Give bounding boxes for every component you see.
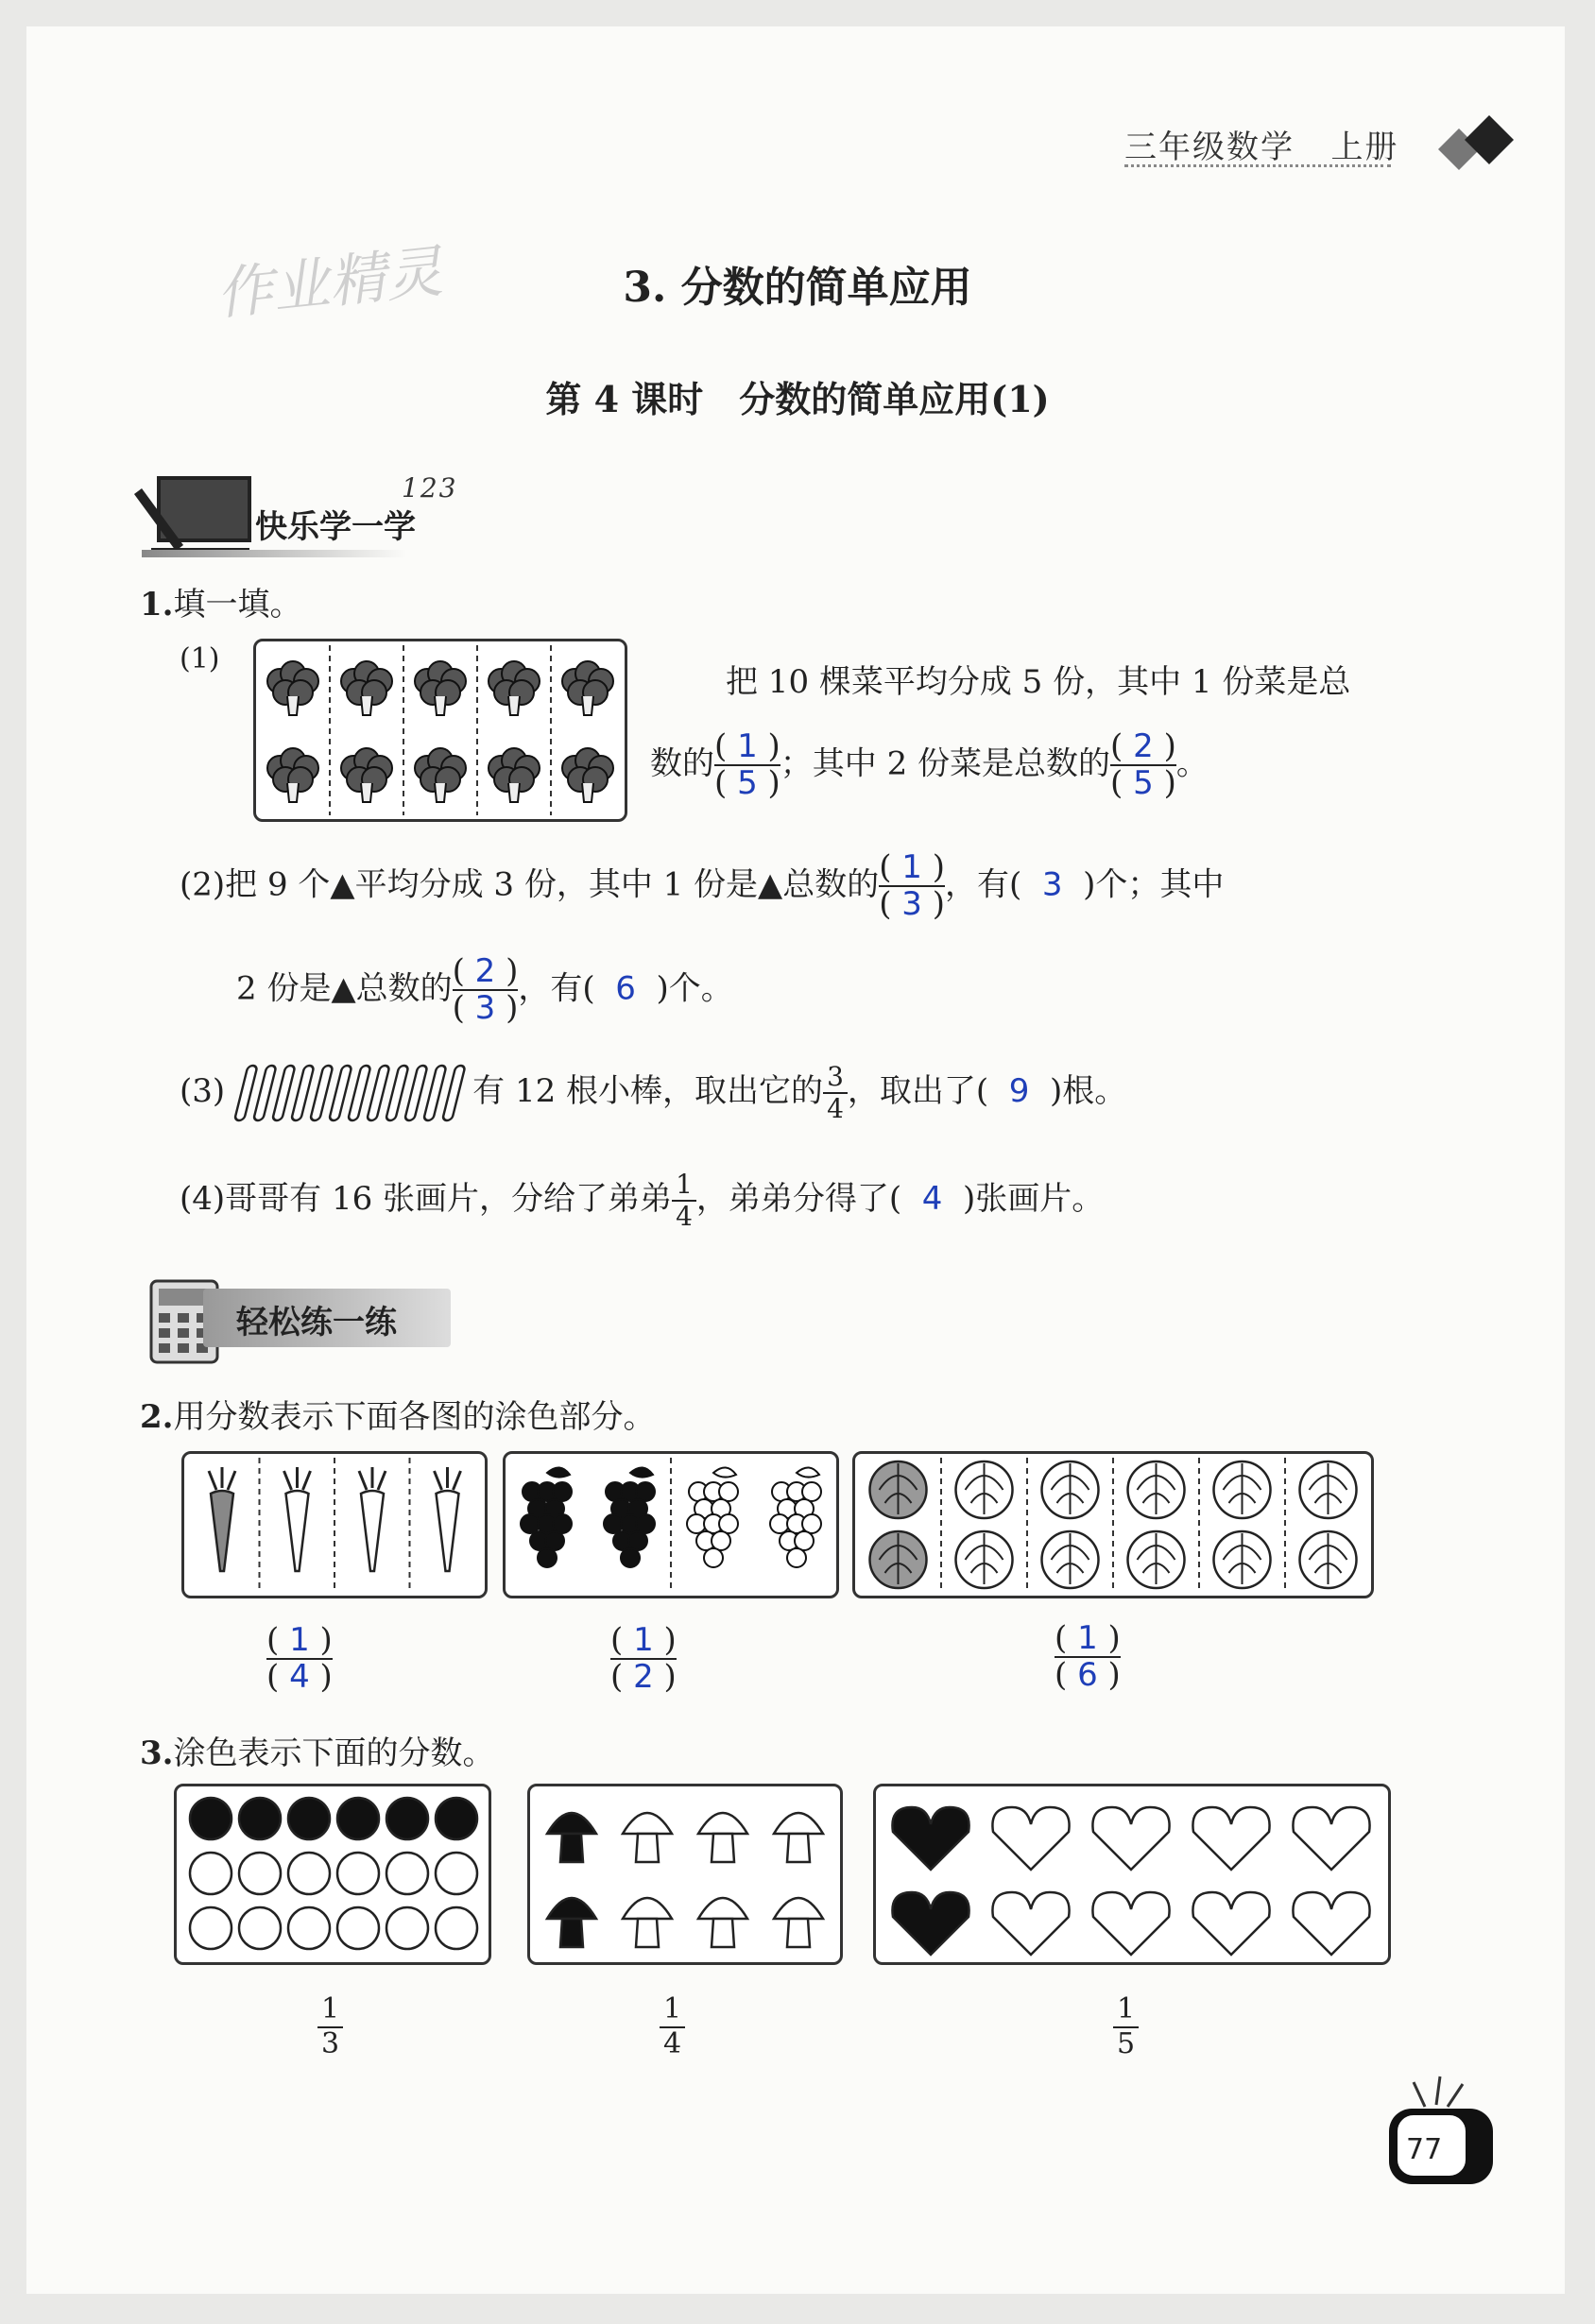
mushroom-icon bbox=[774, 1898, 823, 1947]
broccoli-icon bbox=[415, 661, 466, 715]
stick bbox=[386, 1066, 408, 1120]
section2-label: 轻松练一练 bbox=[236, 1304, 397, 1341]
cabbage-box bbox=[852, 1451, 1374, 1598]
heart-icon bbox=[892, 1807, 969, 1870]
circle-shape bbox=[386, 1798, 428, 1839]
q1-p4-frac-den: 4 bbox=[672, 1200, 696, 1232]
circle-shape bbox=[239, 1853, 281, 1894]
broccoli-icon bbox=[267, 661, 318, 715]
circle-shape bbox=[190, 1907, 232, 1949]
q3-frac2-num: 1 bbox=[663, 1992, 682, 2025]
q3-heading-text: 涂色表示下面的分数。 bbox=[173, 1734, 495, 1772]
q1-p4-text-c: )张画片。 bbox=[963, 1180, 1105, 1219]
lesson-subtitle: 第 4 课时 分数的简单应用(1) bbox=[545, 378, 1050, 420]
cabbage-icon bbox=[956, 1461, 1013, 1518]
circle-shape bbox=[386, 1907, 428, 1949]
tv-icon bbox=[1368, 2069, 1510, 2192]
cabbage-icon bbox=[1042, 1531, 1099, 1588]
stick bbox=[310, 1066, 333, 1120]
mushroom-icon bbox=[698, 1898, 747, 1947]
broccoli-box bbox=[253, 639, 627, 822]
stick bbox=[234, 1066, 257, 1120]
q2-ans3-num: 1 bbox=[1077, 1619, 1098, 1657]
heart-icon bbox=[992, 1807, 1069, 1870]
stick bbox=[348, 1066, 370, 1120]
q1-p4-fraction bbox=[672, 1170, 696, 1232]
q1-p3-fraction bbox=[823, 1062, 848, 1124]
cabbage-icon bbox=[1042, 1461, 1099, 1518]
mushroom-grid bbox=[530, 1786, 840, 1962]
book-title: 三年级数学 bbox=[1124, 128, 1295, 166]
book-header bbox=[1124, 121, 1398, 167]
broccoli-icon bbox=[341, 748, 392, 802]
q1-p3-text-c: )根。 bbox=[1050, 1072, 1127, 1110]
section1-label: 快乐学一学 bbox=[255, 508, 416, 546]
q3-frac1-den: 3 bbox=[317, 2026, 343, 2061]
q3-frac2-den: 4 bbox=[660, 2026, 685, 2061]
q1-p3-ans: 9 bbox=[1008, 1072, 1030, 1110]
q3-heading bbox=[140, 1727, 495, 1773]
circle-shape bbox=[337, 1798, 379, 1839]
circle-shape bbox=[190, 1798, 232, 1839]
q1-p1-ans2-num: 2 bbox=[1133, 727, 1154, 765]
circle-shape bbox=[436, 1907, 477, 1949]
broccoli-grid bbox=[256, 641, 625, 819]
q3-fraction-2 bbox=[660, 1993, 685, 2060]
q1-p3-frac-num: 3 bbox=[827, 1060, 844, 1092]
heart-icon bbox=[992, 1892, 1069, 1955]
circles-box bbox=[174, 1784, 491, 1965]
stick bbox=[404, 1066, 427, 1120]
circle-shape bbox=[288, 1798, 330, 1839]
q1-p4-ans: 4 bbox=[921, 1180, 943, 1219]
circle-shape bbox=[190, 1853, 232, 1894]
circle-shape bbox=[337, 1853, 379, 1894]
mushroom-icon bbox=[547, 1898, 596, 1947]
q1-p2-line1 bbox=[180, 850, 1224, 923]
q1-p4-text-a: 哥哥有 16 张画片，分给了弟弟 bbox=[225, 1180, 673, 1219]
heart-icon bbox=[1092, 1807, 1169, 1870]
mushroom-icon bbox=[623, 1813, 672, 1862]
heart-grid bbox=[876, 1786, 1388, 1962]
mushroom-box bbox=[527, 1784, 843, 1965]
q1-p2-line2 bbox=[236, 954, 733, 1027]
radish-icon bbox=[284, 1467, 311, 1571]
heart-icon bbox=[1092, 1892, 1169, 1955]
circle-shape bbox=[436, 1853, 477, 1894]
q1-p4-index: (4) bbox=[180, 1180, 226, 1219]
circle-shape bbox=[239, 1798, 281, 1839]
stick bbox=[272, 1066, 295, 1120]
q3-frac1-num: 1 bbox=[321, 1992, 340, 2025]
circle-shape bbox=[337, 1907, 379, 1949]
q1-p2-ans1-num: 1 bbox=[901, 848, 922, 886]
radish-icon bbox=[209, 1467, 235, 1571]
q1-p1-index: (1) bbox=[180, 642, 220, 675]
broccoli-icon bbox=[489, 748, 540, 802]
heart-icon bbox=[1293, 1807, 1369, 1870]
q2-answer-3: $\frac{( 1 )}{( 6 )}$ bbox=[1055, 1619, 1121, 1695]
q1-p1-line2-end: 。 bbox=[1175, 744, 1209, 783]
q2-number: 2. bbox=[140, 1398, 174, 1436]
q1-heading bbox=[140, 578, 302, 624]
q3-frac3-den: 5 bbox=[1113, 2026, 1139, 2061]
section1-deco-numbers: 123 bbox=[402, 472, 458, 504]
q2-ans3-den: 6 bbox=[1077, 1656, 1098, 1695]
q1-p1-ans2-den: 5 bbox=[1133, 764, 1154, 803]
q1-p1-line2 bbox=[650, 729, 1209, 802]
cabbage-icon bbox=[870, 1531, 927, 1588]
q1-p2-index: (2) bbox=[180, 865, 226, 904]
radish-grid bbox=[184, 1454, 485, 1596]
book-volume: 上册 bbox=[1330, 128, 1399, 166]
section1-rule bbox=[142, 550, 406, 557]
sticks-icon bbox=[225, 1060, 472, 1126]
q1-p1-answer1: $\frac{( 1 )}{( 5 )}$ bbox=[714, 727, 780, 803]
cabbage-grid bbox=[855, 1454, 1371, 1596]
q1-heading-text: 填一填。 bbox=[173, 586, 302, 624]
radish-icon bbox=[435, 1467, 461, 1571]
cabbage-icon bbox=[870, 1461, 927, 1518]
stick bbox=[423, 1066, 446, 1120]
broccoli-icon bbox=[415, 748, 466, 802]
q3-fraction-3 bbox=[1113, 1993, 1139, 2060]
mushroom-icon bbox=[547, 1813, 596, 1862]
q1-p3-line bbox=[180, 1060, 1126, 1126]
heart-icon bbox=[892, 1892, 969, 1955]
stick bbox=[367, 1066, 389, 1120]
q1-p2-line2-a: 2 份是▲总数的 bbox=[236, 969, 453, 1008]
header-rule bbox=[1124, 164, 1391, 167]
page-number: 77 bbox=[1406, 2133, 1443, 2166]
q1-p2-answer3: $\frac{( 2 )}{( 3 )}$ bbox=[452, 952, 519, 1028]
hearts-box bbox=[873, 1784, 1391, 1965]
q1-p4-line bbox=[180, 1170, 1104, 1232]
broccoli-icon bbox=[562, 748, 613, 802]
blackboard-icon bbox=[132, 472, 255, 557]
mushroom-icon bbox=[774, 1813, 823, 1862]
q1-p2-line2-c: )个。 bbox=[656, 969, 733, 1008]
q3-number: 3. bbox=[140, 1734, 174, 1772]
q1-p2-line1-b: ，有( bbox=[945, 865, 1022, 904]
cabbage-icon bbox=[1214, 1461, 1271, 1518]
heart-icon bbox=[1293, 1892, 1369, 1955]
stick bbox=[442, 1066, 465, 1120]
q1-p2-ans3-den: 3 bbox=[474, 989, 496, 1028]
cabbage-icon bbox=[1128, 1461, 1185, 1518]
q1-p1-line2-mid: ；其中 2 份菜是总数的 bbox=[780, 744, 1111, 783]
heart-icon bbox=[1192, 1807, 1269, 1870]
q1-p2-line1-a: 把 9 个▲平均分成 3 份，其中 1 份是▲总数的 bbox=[225, 865, 880, 904]
q2-heading-text: 用分数表示下面各图的涂色部分。 bbox=[173, 1398, 656, 1436]
circle-grid bbox=[177, 1786, 489, 1962]
circle-shape bbox=[288, 1907, 330, 1949]
grape-icon bbox=[770, 1467, 821, 1567]
cabbage-icon bbox=[956, 1531, 1013, 1588]
grape-box bbox=[503, 1451, 839, 1598]
q1-p4-text-b: ，弟弟分得了( bbox=[695, 1180, 902, 1219]
q2-answer-2: $\frac{( 1 )}{( 2 )}$ bbox=[610, 1621, 677, 1697]
cabbage-icon bbox=[1128, 1531, 1185, 1588]
diamond-icon bbox=[1410, 111, 1523, 178]
q1-p2-line1-c: )个；其中 bbox=[1083, 865, 1225, 904]
q1-p2-answer1: $\frac{( 1 )}{( 3 )}$ bbox=[879, 848, 946, 924]
q2-ans1-num: 1 bbox=[289, 1621, 310, 1659]
stick bbox=[291, 1066, 314, 1120]
q1-p3-text-b: ，取出了( bbox=[847, 1072, 989, 1110]
page-title: 3. 分数的简单应用 bbox=[623, 264, 972, 312]
broccoli-icon bbox=[267, 748, 318, 802]
cabbage-icon bbox=[1214, 1531, 1271, 1588]
mushroom-icon bbox=[623, 1898, 672, 1947]
q1-p3-index: (3) bbox=[180, 1072, 226, 1110]
circle-shape bbox=[288, 1853, 330, 1894]
circle-shape bbox=[436, 1798, 477, 1839]
cabbage-icon bbox=[1300, 1531, 1357, 1588]
watermark: 作业精灵 bbox=[213, 238, 446, 329]
grape-icon bbox=[604, 1467, 655, 1567]
q1-p2-ans4: 6 bbox=[615, 969, 636, 1008]
q1-p2-ans2: 3 bbox=[1041, 865, 1063, 904]
radish-box bbox=[181, 1451, 488, 1598]
q1-p1-ans1-den: 5 bbox=[737, 764, 758, 803]
q1-p2-ans3-num: 2 bbox=[474, 952, 496, 990]
heart-icon bbox=[1192, 1892, 1269, 1955]
q1-p1-answer2: $\frac{( 2 )}{( 5 )}$ bbox=[1110, 727, 1176, 803]
q1-number: 1. bbox=[140, 586, 174, 624]
q2-heading bbox=[140, 1391, 656, 1437]
q2-ans2-num: 1 bbox=[633, 1621, 654, 1659]
q1-p3-frac-den: 4 bbox=[823, 1092, 848, 1124]
q1-p4-frac-num: 1 bbox=[676, 1169, 693, 1200]
stick bbox=[253, 1066, 276, 1120]
q3-fraction-1 bbox=[317, 1993, 343, 2060]
q1-p3-text-a: 有 12 根小棒，取出它的 bbox=[472, 1072, 824, 1110]
grape-grid bbox=[506, 1454, 836, 1596]
q1-p1-ans1-num: 1 bbox=[737, 727, 758, 765]
stick bbox=[329, 1066, 352, 1120]
broccoli-icon bbox=[341, 661, 392, 715]
broccoli-icon bbox=[489, 661, 540, 715]
circle-shape bbox=[239, 1907, 281, 1949]
circle-shape bbox=[386, 1853, 428, 1894]
q1-p2-line2-b: ，有( bbox=[518, 969, 595, 1008]
radish-icon bbox=[359, 1467, 386, 1571]
broccoli-icon bbox=[562, 661, 613, 715]
q3-frac3-num: 1 bbox=[1117, 1992, 1136, 2025]
q2-answer-1: $\frac{( 1 )}{( 4 )}$ bbox=[266, 1621, 333, 1697]
q1-p1-line1: 把 10 棵菜平均分成 5 份，其中 1 份菜是总 bbox=[726, 663, 1351, 701]
grape-icon bbox=[521, 1467, 572, 1567]
mushroom-icon bbox=[698, 1813, 747, 1862]
q1-p2-ans1-den: 3 bbox=[901, 885, 922, 924]
grape-icon bbox=[687, 1467, 738, 1567]
cabbage-icon bbox=[1300, 1461, 1357, 1518]
q2-ans1-den: 4 bbox=[289, 1658, 310, 1697]
q1-p1-line2-prefix: 数的 bbox=[650, 744, 714, 783]
q2-ans2-den: 2 bbox=[633, 1658, 654, 1697]
